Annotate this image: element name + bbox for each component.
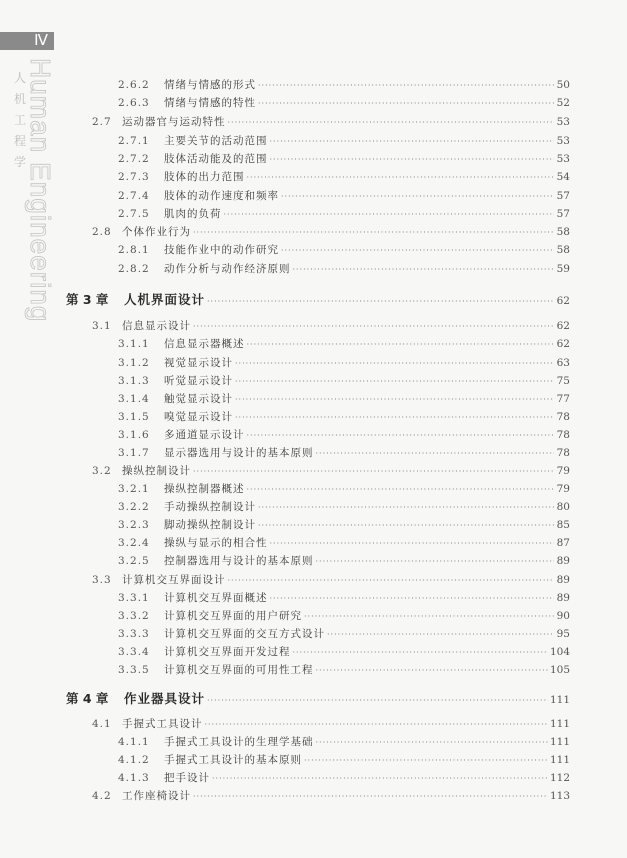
toc-title: 嗅觉显示设计 <box>164 411 233 423</box>
toc-number: 3.1.2 <box>118 357 150 369</box>
leader-dots <box>228 118 555 127</box>
toc-section[interactable] <box>92 788 570 803</box>
toc-number: 3.3.5 <box>118 664 150 676</box>
toc-subsection[interactable] <box>118 517 570 532</box>
toc-page-number: 80 <box>556 501 570 513</box>
toc-title: 手握式工具设计的基本原则 <box>164 754 302 766</box>
toc-page-number: 53 <box>556 116 570 128</box>
toc-page-number: 54 <box>556 171 570 183</box>
toc-number: 3.2 <box>92 465 112 477</box>
leader-dots <box>316 738 548 747</box>
toc-title: 肌肉的负荷 <box>164 208 222 220</box>
toc-page-number: 95 <box>556 628 570 640</box>
leader-dots <box>281 246 554 255</box>
toc-number: 3.1 <box>92 320 112 332</box>
toc-number: 第 3 章 <box>66 292 109 307</box>
toc-subsection[interactable] <box>118 770 570 785</box>
toc-number: 3.2.4 <box>118 537 150 549</box>
toc-number: 4.1 <box>92 718 112 730</box>
toc-page-number: 89 <box>556 574 570 586</box>
toc-subsection[interactable] <box>118 169 570 184</box>
toc-title: 动作分析与动作经济原则 <box>164 263 291 275</box>
toc-page-number: 105 <box>549 664 570 676</box>
toc-number: 3.3.1 <box>118 592 150 604</box>
leader-dots <box>235 377 554 386</box>
toc-subsection[interactable] <box>118 95 570 110</box>
toc-section[interactable] <box>92 463 570 478</box>
toc-title: 控制器选用与设计的基本原则 <box>164 555 314 567</box>
toc-page-number: 90 <box>556 610 570 622</box>
toc-title: 计算机交互界面概述 <box>164 592 268 604</box>
toc-number: 2.7.5 <box>118 208 150 220</box>
toc-number: 3.1.4 <box>118 393 150 405</box>
leader-dots <box>270 539 555 548</box>
leader-dots <box>247 173 555 182</box>
toc-page-number: 62 <box>556 295 570 307</box>
toc-subsection[interactable] <box>118 427 570 442</box>
toc-page-number: 79 <box>556 465 570 477</box>
leader-dots <box>258 81 554 90</box>
toc-subsection[interactable] <box>118 626 570 641</box>
toc-title: 计算机交互界面的用户研究 <box>164 610 302 622</box>
toc-title: 计算机交互界面设计 <box>122 574 226 586</box>
toc-title: 工作座椅设计 <box>122 790 191 802</box>
toc-title: 多通道显示设计 <box>164 429 245 441</box>
toc-page-number: 104 <box>549 646 570 658</box>
toc-page-number: 111 <box>549 736 570 748</box>
toc-title: 操纵控制器概述 <box>164 483 245 495</box>
toc-section[interactable] <box>92 224 570 239</box>
leader-dots <box>228 576 555 585</box>
leader-dots <box>293 648 548 657</box>
toc-title: 操纵控制设计 <box>122 465 191 477</box>
toc-page-number: 111 <box>549 754 570 766</box>
toc-subsection[interactable] <box>118 553 570 568</box>
toc-number: 2.6.2 <box>118 79 150 91</box>
toc-number: 3.1.7 <box>118 447 150 459</box>
toc-page-number: 87 <box>556 537 570 549</box>
toc-number: 2.8 <box>92 226 112 238</box>
toc-page-number: 53 <box>556 153 570 165</box>
toc-page-number: 63 <box>556 357 570 369</box>
toc-title: 个体作业行为 <box>122 226 191 238</box>
toc-title: 技能作业中的动作研究 <box>164 244 279 256</box>
leader-dots <box>258 521 554 530</box>
toc-page-number: 112 <box>549 772 570 784</box>
side-char: 人 <box>14 71 27 85</box>
leader-dots <box>193 322 554 331</box>
toc-subsection[interactable] <box>118 206 570 221</box>
toc-title: 肢体活动能及的范围 <box>164 153 268 165</box>
toc-title: 听觉显示设计 <box>164 375 233 387</box>
toc-page-number: 89 <box>556 555 570 567</box>
toc-page-number: 59 <box>556 263 570 275</box>
toc-subsection[interactable] <box>118 752 570 767</box>
toc-title: 作业器具设计 <box>124 691 206 706</box>
toc-subsection[interactable] <box>118 188 570 203</box>
toc-number: 4.1.2 <box>118 754 150 766</box>
leader-dots <box>293 265 555 274</box>
toc-number: 2.8.2 <box>118 263 150 275</box>
toc-page-number: 62 <box>556 338 570 350</box>
leader-dots <box>193 792 548 801</box>
toc-subsection[interactable] <box>118 409 570 424</box>
leader-dots <box>247 431 555 440</box>
toc-number: 4.1.1 <box>118 736 150 748</box>
toc-page-number: 89 <box>556 592 570 604</box>
toc-page-number: 111 <box>549 718 570 730</box>
toc-subsection[interactable] <box>118 590 570 605</box>
toc-title: 操纵与显示的相合性 <box>164 537 268 549</box>
toc-subsection[interactable] <box>118 445 570 460</box>
leader-dots <box>316 666 548 675</box>
toc-number: 2.7.4 <box>118 190 150 202</box>
side-title-en: Human Engineering <box>25 58 56 323</box>
toc-page-number: 75 <box>556 375 570 387</box>
toc-title: 肢体的动作速度和频率 <box>164 190 279 202</box>
toc-section[interactable] <box>92 572 570 587</box>
toc-subsection[interactable] <box>118 499 570 514</box>
leader-dots <box>270 137 555 146</box>
leader-dots <box>212 774 548 783</box>
toc-chapter[interactable] <box>66 290 570 308</box>
toc-page-number: 113 <box>549 790 570 802</box>
leader-dots <box>247 340 555 349</box>
toc-number: 3.3.3 <box>118 628 150 640</box>
leader-dots <box>193 228 554 237</box>
toc-number: 3.2.5 <box>118 555 150 567</box>
toc-number: 4.1.3 <box>118 772 150 784</box>
toc-title: 计算机交互界面的交互方式设计 <box>164 628 325 640</box>
toc-title: 情绪与情感的形式 <box>164 79 256 91</box>
toc-number: 3.2.1 <box>118 483 150 495</box>
toc-title: 计算机交互界面开发过程 <box>164 646 291 658</box>
toc-subsection[interactable] <box>118 242 570 257</box>
leader-dots <box>235 395 554 404</box>
toc-number: 3.1.1 <box>118 338 150 350</box>
toc-subsection[interactable] <box>118 373 570 388</box>
toc-page-number: 78 <box>556 429 570 441</box>
toc-title: 运动器官与运动特性 <box>122 116 226 128</box>
toc-number: 2.7.2 <box>118 153 150 165</box>
side-char: 程 <box>14 134 27 148</box>
leader-dots <box>205 720 548 729</box>
side-char: 工 <box>14 113 27 127</box>
toc-page-number: 78 <box>556 411 570 423</box>
toc-title: 手动操纵控制设计 <box>164 501 256 513</box>
toc-number: 2.7.1 <box>118 135 150 147</box>
toc-number: 3.2.3 <box>118 519 150 531</box>
side-char: 机 <box>14 92 27 106</box>
toc-section[interactable] <box>92 716 570 731</box>
leader-dots <box>270 155 555 164</box>
toc-page-number: 85 <box>556 519 570 531</box>
side-char: 学 <box>14 155 27 169</box>
leader-dots <box>258 503 554 512</box>
toc-number: 2.8.1 <box>118 244 150 256</box>
leader-dots <box>207 297 554 306</box>
leader-dots <box>327 630 554 639</box>
toc-title: 主要关节的活动范围 <box>164 135 268 147</box>
toc-number: 3.2.2 <box>118 501 150 513</box>
toc-number: 2.7.3 <box>118 171 150 183</box>
toc-number: 3.1.6 <box>118 429 150 441</box>
toc-title: 显示器选用与设计的基本原则 <box>164 447 314 459</box>
toc-subsection[interactable] <box>118 77 570 92</box>
toc-page-number: 52 <box>556 97 570 109</box>
toc-number: 3.3 <box>92 574 112 586</box>
toc-title: 情绪与情感的特性 <box>164 97 256 109</box>
toc-title: 脚动操纵控制设计 <box>164 519 256 531</box>
toc-page-number: 50 <box>556 79 570 91</box>
leader-dots <box>235 359 554 368</box>
toc-title: 手握式工具设计的生理学基础 <box>164 736 314 748</box>
leader-dots <box>270 594 555 603</box>
toc-title: 视觉显示设计 <box>164 357 233 369</box>
toc-title: 触觉显示设计 <box>164 393 233 405</box>
toc-subsection[interactable] <box>118 391 570 406</box>
toc-page-number: 57 <box>556 190 570 202</box>
toc-title: 计算机交互界面的可用性工程 <box>164 664 314 676</box>
toc-title: 手握式工具设计 <box>122 718 203 730</box>
leader-dots <box>235 413 554 422</box>
toc-title: 肢体的出力范围 <box>164 171 245 183</box>
toc-page-number: 58 <box>556 244 570 256</box>
toc-number: 3.1.5 <box>118 411 150 423</box>
toc-chapter[interactable] <box>66 689 570 707</box>
toc-number: 3.3.4 <box>118 646 150 658</box>
toc-subsection[interactable] <box>118 734 570 749</box>
toc-section[interactable] <box>92 114 570 129</box>
toc-title: 把手设计 <box>164 772 210 784</box>
toc-number: 3.3.2 <box>118 610 150 622</box>
toc-page-number: 79 <box>556 483 570 495</box>
toc-title: 信息显示器概述 <box>164 338 245 350</box>
toc-subsection[interactable] <box>118 355 570 370</box>
leader-dots <box>316 449 555 458</box>
toc-subsection[interactable] <box>118 662 570 677</box>
toc-number: 4.2 <box>92 790 112 802</box>
toc-number: 3.1.3 <box>118 375 150 387</box>
leader-dots <box>207 696 548 705</box>
toc-number: 2.6.3 <box>118 97 150 109</box>
leader-dots <box>247 485 555 494</box>
leader-dots <box>316 557 555 566</box>
toc-number: 2.7 <box>92 116 112 128</box>
toc-title: 信息显示设计 <box>122 320 191 332</box>
toc-subsection[interactable] <box>118 644 570 659</box>
toc-page-number: 111 <box>549 694 570 706</box>
leader-dots <box>304 612 554 621</box>
toc-subsection[interactable] <box>118 535 570 550</box>
leader-dots <box>193 467 554 476</box>
toc-page-number: 78 <box>556 447 570 459</box>
toc-title: 人机界面设计 <box>124 292 206 307</box>
toc-subsection[interactable] <box>118 261 570 276</box>
toc-page-number: 57 <box>556 208 570 220</box>
toc-page-number: 53 <box>556 135 570 147</box>
leader-dots <box>281 192 554 201</box>
toc-number: 第 4 章 <box>66 691 109 706</box>
leader-dots <box>258 99 554 108</box>
toc-page-number: 77 <box>556 393 570 405</box>
toc-page-number: 58 <box>556 226 570 238</box>
toc-subsection[interactable] <box>118 336 570 351</box>
toc-subsection[interactable] <box>118 608 570 623</box>
toc-page-number: 62 <box>556 320 570 332</box>
toc-section[interactable] <box>92 318 570 333</box>
leader-dots <box>304 756 548 765</box>
toc-subsection[interactable] <box>118 133 570 148</box>
page-number-tab: Ⅳ <box>0 32 54 50</box>
leader-dots <box>224 210 555 219</box>
toc-subsection[interactable] <box>118 481 570 496</box>
toc-subsection[interactable] <box>118 151 570 166</box>
